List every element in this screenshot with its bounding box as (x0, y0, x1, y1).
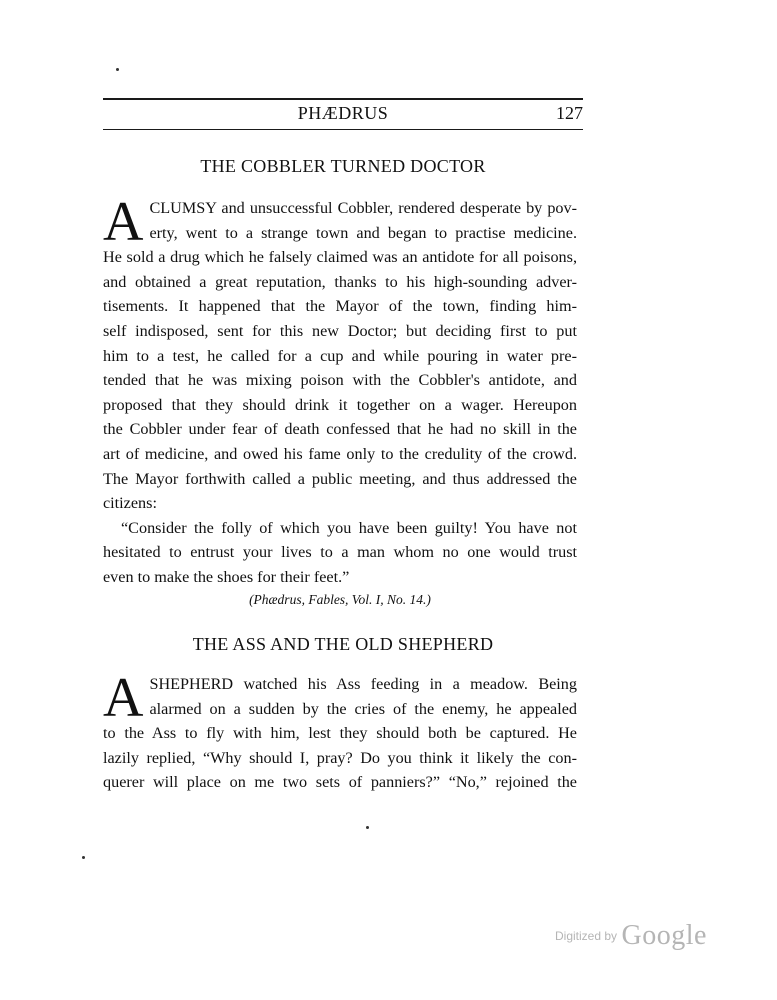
text-line: querer will place on me two sets of panniers?” “No,” rejoined the (103, 773, 577, 792)
text-line: him to a test, he called for a cup and while pouring in water pre- (103, 346, 577, 365)
running-title: PHÆDRUS (297, 103, 389, 123)
scan-speck (366, 826, 369, 829)
text-line: and obtained a great reputation, thanks to his high-sounding adver- (103, 272, 577, 291)
scan-speck (82, 856, 85, 859)
fable-2-body (103, 667, 577, 795)
text-line: alarmed on a sudden by the cries of the enemy, he appealed (149, 699, 577, 718)
fable-1-quote (103, 516, 577, 590)
text-line: hesitated to entrust your lives to a man whom no one would trust (103, 543, 577, 562)
text-line: The Mayor forthwith called a public meeting, and thus addressed the (103, 469, 577, 488)
watermark-prefix: Digitized by (555, 929, 618, 943)
text-line: SHEPHERD watched his Ass feeding in a meadow. Being (149, 675, 577, 693)
watermark-brand: Google (621, 920, 707, 951)
google-watermark (555, 920, 707, 952)
text-line: lazily replied, “Why should I, pray? Do you think it likely the con- (103, 748, 577, 767)
text-line: “Consider the folly of which you have been guilty! You have not (121, 518, 577, 537)
fable-1-body (103, 191, 577, 590)
text-line: to the Ass to fly with him, lest they should both be captured. He (103, 724, 577, 743)
scan-speck (116, 68, 119, 71)
text-line: tended that he was mixing poison with the Cobbler's antidote, and (103, 371, 577, 390)
text-line: He sold a drug which he falsely claimed was an antidote for all poisons, (103, 248, 577, 267)
fable-1-dropcap: A (103, 191, 144, 253)
fable-2-title: THE ASS AND THE OLD SHEPHERD (192, 634, 494, 654)
text-line: erty, went to a strange town and began to practise medicine. (149, 223, 577, 242)
fable-2-text (103, 667, 577, 795)
fable-1-title: THE COBBLER TURNED DOCTOR (200, 156, 486, 176)
page-number: 127 (556, 103, 583, 123)
text-line: tisements. It happened that the Mayor of the town, finding him- (103, 297, 577, 316)
fable-1-text (103, 191, 577, 516)
text-line: even to make the shoes for their feet.” (103, 567, 350, 586)
fable-1-source: (Phædrus, Fables, Vol. I, No. 14.) (249, 592, 431, 607)
text-line: citizens: (103, 494, 157, 513)
text-line: art of medicine, and owed his fame only to the credulity of the crowd. (103, 444, 577, 463)
text-line: CLUMSY and unsuccessful Cobbler, rendered desperate by pov- (149, 199, 577, 217)
header-rule-top (103, 98, 583, 100)
text-line: proposed that they should drink it together on a wager. Hereupon (103, 395, 577, 414)
text-line: the Cobbler under fear of death confessed that he had no skill in the (103, 420, 577, 439)
header-rule-bottom (103, 129, 583, 130)
text-line: self indisposed, sent for this new Doctor; but deciding first to put (103, 321, 577, 340)
fable-2-dropcap: A (103, 667, 144, 729)
